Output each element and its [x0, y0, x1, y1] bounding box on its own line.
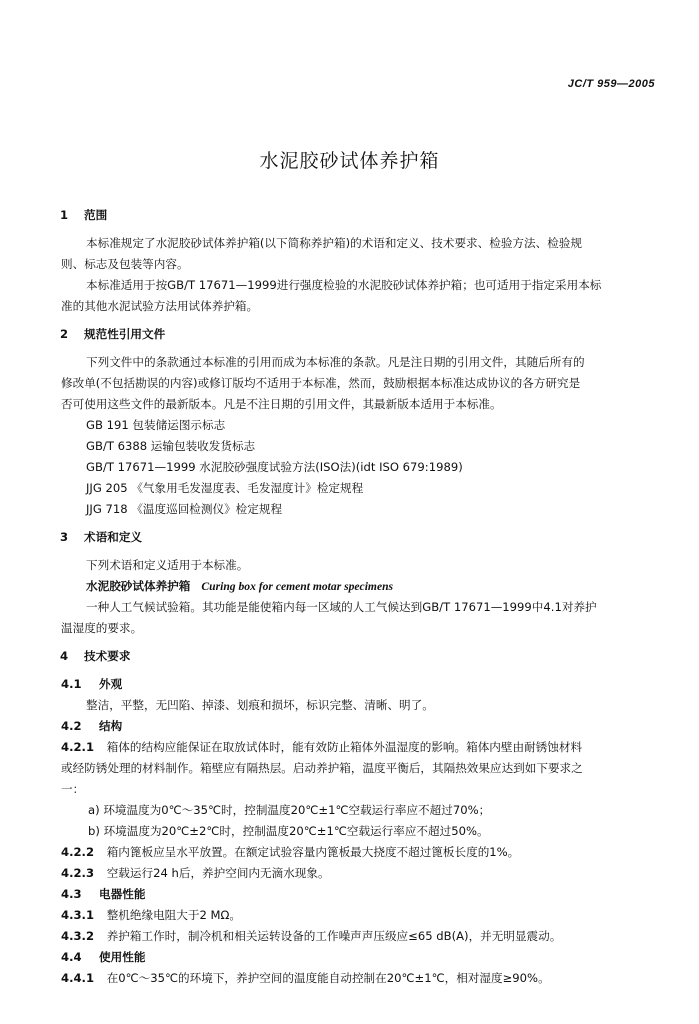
definition-line: 一种人工气候试验箱。其功能是能使箱内每一区域的人工气候达到GB/T 17671—1999中4.1对养护	[86, 600, 597, 614]
clause-4-3-1-line	[61, 907, 241, 923]
clause-number: 4.4	[61, 950, 82, 964]
clause-number: 4.2.1	[61, 740, 95, 754]
clause-number: 4.3.1	[61, 908, 95, 922]
clause-text: 箱体的结构应能保证在取放试体时，能有效防止箱体外温湿度的影响。箱体内壁由耐锈蚀材料	[106, 740, 583, 754]
clause-text: 空载运行24 h后，养护空间内无滴水现象。	[106, 866, 330, 880]
clause-text: 箱内篦板应呈水平放置。在额定试验容量内篦板最大挠度不超过篦板长度的1%。	[106, 845, 520, 859]
clause-title: 外观	[99, 677, 123, 691]
paragraph-line: 或经防锈处理的材料制作。箱壁应有隔热层。启动养护箱，温度平衡后，其隔热效果应达到如下要求之	[61, 761, 583, 775]
clause-number: 4.4.1	[61, 971, 95, 985]
list-item-b: b) 环境温度为20℃±2℃时，控制温度20℃±1℃空载运行率应不超过50%。	[88, 824, 489, 838]
clause-number: 4.2.2	[61, 845, 95, 859]
document-title: 水泥胶砂试体养护箱	[259, 150, 440, 172]
clause-title: 结构	[99, 719, 123, 733]
paragraph-line: 则、标志及包装等内容。	[61, 257, 189, 271]
reference-item: JJG 718 《温度巡回检测仪》检定规程	[86, 502, 283, 516]
reference-item: JJG 205 《气象用毛发湿度表、毛发湿度计》检定规程	[86, 481, 364, 495]
section-number: 4	[60, 649, 69, 663]
paragraph-line: 下列文件中的条款通过本标准的引用而成为本标准的条款。凡是注日期的引用文件，其随后所有的	[86, 355, 585, 369]
section-number: 3	[60, 530, 69, 544]
term-line	[86, 578, 393, 595]
clause-4-2-2-line	[61, 844, 519, 860]
clause-4-3-2-line	[61, 928, 561, 944]
clause-title: 电器性能	[99, 887, 146, 901]
paragraph-line: 准的其他水泥试验方法用试体养护箱。	[61, 299, 259, 313]
section-number: 2	[60, 327, 69, 341]
clause-4-3-heading	[61, 886, 145, 902]
clause-number: 4.3.2	[61, 929, 95, 943]
reference-item: GB/T 6388 运输包装收发货标志	[86, 439, 256, 453]
reference-item: GB 191 包装储运图示标志	[86, 418, 226, 432]
clause-number: 4.3	[61, 887, 82, 901]
section-title: 术语和定义	[84, 530, 143, 544]
section-4-heading	[60, 648, 130, 664]
section-title: 规范性引用文件	[84, 327, 166, 341]
section-1-heading	[60, 207, 107, 223]
paragraph-line: 一：	[61, 782, 85, 796]
paragraph-line: 本标准规定了水泥胶砂试体养护箱(以下简称养护箱)的术语和定义、技术要求、检验方法、检验规	[86, 236, 582, 250]
clause-4-1-heading	[61, 676, 122, 692]
clause-4-2-1-line	[61, 739, 582, 755]
list-item-a: a) 环境温度为0℃～35℃时，控制温度20℃±1℃空载运行率应不超过70%；	[88, 803, 491, 817]
paragraph-line: 整洁，平整，无凹陷、掉漆、划痕和损坏，标识完整、清晰、明了。	[86, 698, 434, 712]
section-2-heading	[60, 326, 165, 342]
term-english: Curing box for cement motar specimens	[201, 580, 394, 593]
clause-number: 4.2.3	[61, 866, 95, 880]
clause-title: 使用性能	[99, 950, 146, 964]
section-number: 1	[60, 208, 69, 222]
clause-4-2-heading	[61, 718, 122, 734]
clause-4-4-heading	[61, 949, 145, 965]
clause-4-2-3-line	[61, 865, 330, 881]
clause-text: 整机绝缘电阻大于2 MΩ。	[106, 908, 241, 922]
clause-text: 在0℃～35℃的环境下，养护空间的温度能自动控制在20℃±1℃，相对湿度≥90%。	[106, 971, 550, 985]
paragraph-line: 修改单(不包括勘误的内容)或修订版均不适用于本标准，然而，鼓励根据本标准达成协议的各方研究是	[61, 376, 581, 390]
paragraph-line: 本标准适用于按GB/T 17671—1999进行强度检验的水泥胶砂试体养护箱；也可适用于指定采用本标	[86, 278, 602, 292]
clause-number: 4.2	[61, 719, 82, 733]
clause-text: 养护箱工作时，制冷机和相关运转设备的工作噪声声压级应≤65 dB(A)，并无明显震动。	[106, 929, 562, 943]
section-title: 范围	[84, 208, 108, 222]
term-chinese: 水泥胶砂试体养护箱	[86, 579, 191, 593]
clause-number: 4.1	[61, 677, 82, 691]
reference-item: GB/T 17671—1999 水泥胶砂强度试验方法(ISO法)(idt ISO 679:1989)	[86, 460, 463, 474]
paragraph-line: 下列术语和定义适用于本标准。	[86, 558, 249, 572]
clause-4-4-1-line	[61, 970, 550, 986]
section-title: 技术要求	[84, 649, 131, 663]
paragraph-line: 否可使用这些文件的最新版本。凡是不注日期的引用文件，其最新版本适用于本标准。	[61, 397, 502, 411]
definition-line: 温湿度的要求。	[61, 621, 143, 635]
section-3-heading	[60, 529, 142, 545]
standard-number: JC/T 959—2005	[567, 78, 655, 90]
